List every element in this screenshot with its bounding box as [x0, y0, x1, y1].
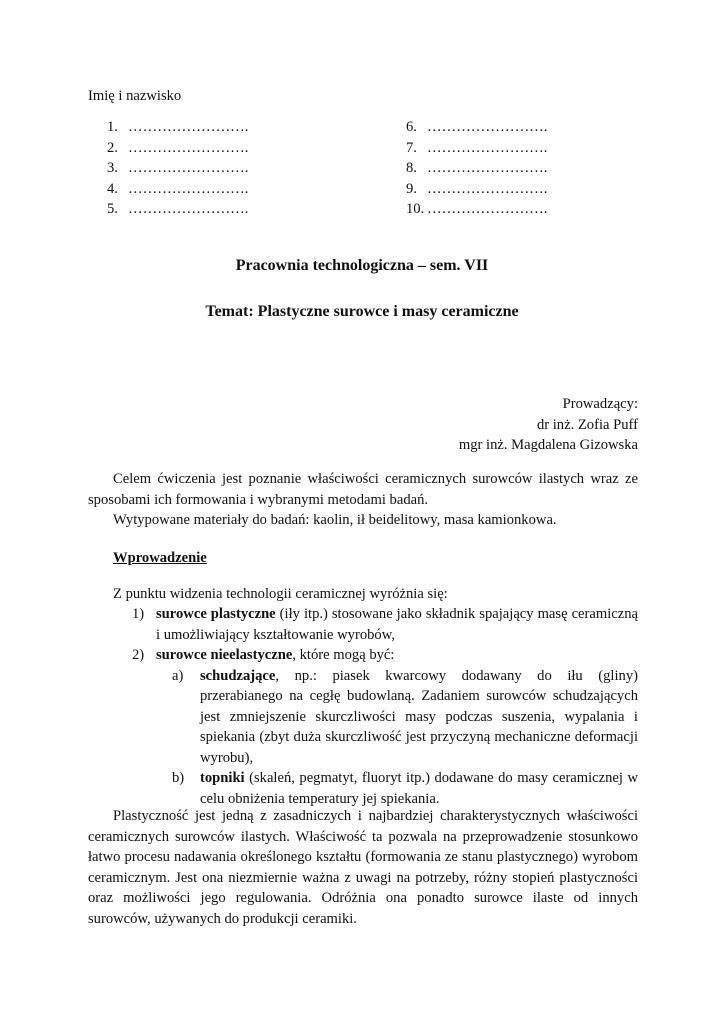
names-list-right: [406, 117, 547, 220]
instructor-name: dr inż. Zofia Puff: [536, 416, 638, 433]
name-slot: 6. …………………….: [406, 119, 548, 135]
section-heading: Wprowadzenie: [113, 550, 207, 566]
name-slot: 8. …………………….: [406, 160, 548, 176]
document-title: Pracownia technologiczna – sem. VII: [235, 257, 489, 274]
name-slot: 4. …………………….: [107, 180, 249, 197]
name-slot: 2. …………………….: [107, 139, 249, 156]
term: surowce nieelastyczne: [156, 647, 293, 663]
list-marker: a): [172, 667, 184, 684]
plasticity-paragraph: Plastyczność jest jedną z zasadniczych i najbardziej charakterystycznych właściwości ceramicznych surowców ilastych. Właściwość ta pozwala na przeprowadzenie stosunkowo łatwo procesu nadawania określonego kształtu (formowania ze stanu plastycznego) wyrobom ceramicznym. Jest ona niezmiernie ważna z uwagi na potrzeby, różny stopień plastyczności oraz możliwości jego regulowania. Odróżnia ona ponadto surowce ilaste od innych surowców, używanych do produkcji ceramiki.: [88, 808, 638, 927]
names-list-left: [107, 117, 248, 220]
raw-materials-list: [88, 604, 638, 809]
instructors-label: Prowadzący:: [562, 396, 638, 412]
name-slot: 7. …………………….: [406, 139, 548, 156]
term: topniki: [200, 770, 245, 786]
name-slot: 3. …………………….: [107, 160, 249, 176]
sublist-item: a) schudzające, np.: piasek kwarcowy dodawany do iłu (gliny) przerabianego na cegłę budowlaną. Zadaniem surowców schudzających jest zmniejszenie skurczliwości masy podczas suszenia, wypalania i spiekania (zbyt duża skurczliwość jest przyczyną mechaniczne deformacji wyrobu),: [172, 667, 638, 766]
list-item: 1) surowce plastyczne (iły itp.) stosowane jako składnik spajający masę ceramiczną i umożliwiający kształtowanie wyrobów,: [132, 606, 638, 643]
instructor-name: mgr inż. Magdalena Gizowska: [458, 437, 638, 453]
name-slot: 1. …………………….: [107, 119, 249, 135]
name-slot: 10. …………………….: [406, 201, 548, 217]
name-slot: 9. …………………….: [406, 180, 548, 197]
list-item: 2) surowce nieelastyczne, które mogą być:: [88, 645, 638, 666]
instructors-block: [459, 394, 638, 456]
intro-paragraph: Celem ćwiczenia jest poznanie właściwości ceramicznych surowców ilastych wraz ze sposobami ich formowania i wybranymi metodami badań.: [88, 471, 638, 508]
names-label: Imię i nazwisko: [88, 88, 182, 104]
sublist-item: b) topniki (skaleń, pegmatyt, fluoryt itp.) dodawane do masy ceramicznej w celu obniżenia temperatury jej spiekania.: [172, 770, 638, 807]
term: schudzające: [200, 667, 276, 684]
list-marker: 2): [132, 647, 145, 663]
list-marker: 1): [132, 606, 145, 622]
document-subject: Temat: Plastyczne surowce i masy ceramiczne: [205, 303, 519, 320]
materials-paragraph: Wytypowane materiały do badań: kaolin, ił beidelitowy, masa kamionkowa.: [113, 512, 557, 528]
list-marker: b): [172, 770, 185, 786]
lead-sentence: Z punktu widzenia technologii ceramicznej wyróżnia się:: [113, 586, 448, 602]
term: surowce plastyczne: [156, 606, 276, 622]
name-slot: 5. …………………….: [107, 201, 249, 217]
